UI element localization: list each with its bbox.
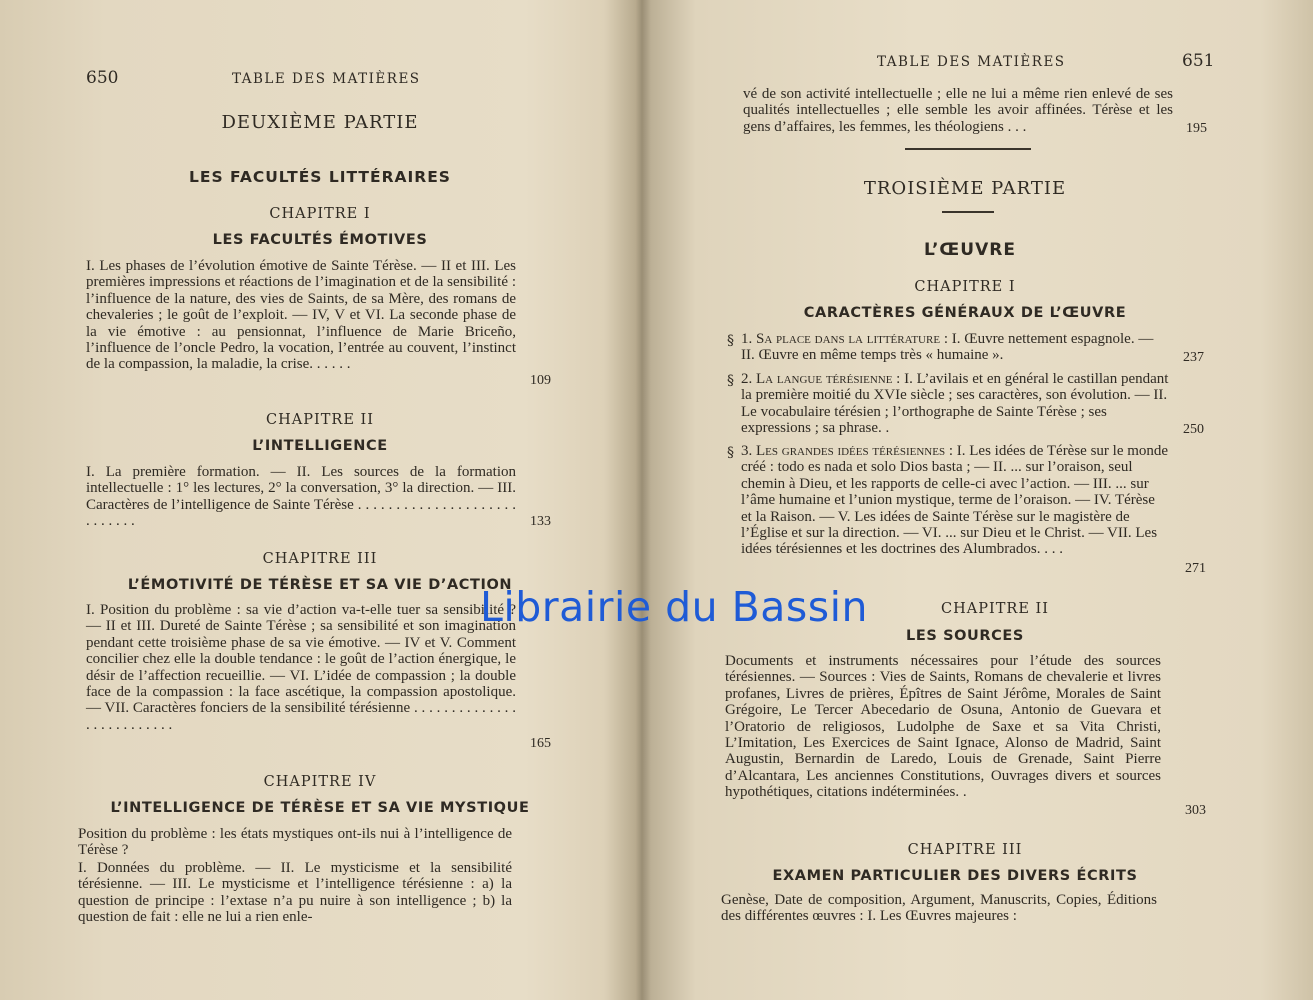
section-text: : I. L’avilais et en général le castillan pendant la première moitié du XVIe siècle ; ses caractères, son évolution. — II. Le vocabulaire térésien ; l’orthographe de Sainte Térèse ; ses expressions ; sa phrase. . (741, 371, 1169, 437)
section-heading: 3. Les grandes idées térésiennes (741, 443, 946, 459)
page-ref: 271 (1185, 561, 1206, 576)
chapter-entry: I. Les phases de l’évolution émotive de Sainte Térèse. — II et III. Les premières impressions et réactions de l’imagination et de la sensibilité : l’influence de la nature, des vies de Saints, de sa Mère, des romans de chevaleries ; le goût de l’exploit. — IV, V et VI. La seconde phase de la vie émotive : au pensionnat, l’influence de Marie Briceño, l’influence de l’oncle Pedro, la vocation, l’entrée au couvent, l’instinct de la compassion, la maladie, la crise. . . . . . (86, 258, 516, 373)
chapter-entry: I. Données du problème. — II. Le mysticisme et la sensibilité térésienne. — III. Le mysticisme et l’intelligence térésienne : a) la question de principe : l’extase n’a pu nuire à son intelligence ; b) la question de fait : elle ne lui a rien enle- (78, 860, 512, 926)
part-title: TROISIÈME PARTIE (863, 178, 1067, 199)
page-ref: 133 (530, 514, 551, 529)
chapter-title: L’INTELLIGENCE (252, 438, 388, 454)
section-mark: § (727, 333, 734, 349)
chapter-title: L’ÉMOTIVITÉ DE TÉRÈSE ET SA VIE D’ACTION (127, 577, 513, 593)
page-ref: 195 (1186, 121, 1207, 136)
chapter-number: CHAPITRE IV (263, 774, 377, 790)
page-number: 651 (1182, 51, 1215, 71)
chapter-number: CHAPITRE III (907, 842, 1023, 858)
chapter-title: CARACTÈRES GÉNÉRAUX DE L’ŒUVRE (803, 305, 1127, 321)
chapter-entry: I. Position du problème : sa vie d’action va-t-elle tuer sa sensibilité ? — II et III. Dureté de Sainte Térèse ; sa sensibilité et son imagination pendant cette troisième phase de sa vie émotive. — IV et V. Comment concilier chez elle la double tendance : le goût de l’action énergique, le désir de l’affection recueillie. — VI. L’idée de compassion ; la double face de la compassion : la face ascétique, la compassion apostolique. — VII. Caractères fonciers de la sensibilité térésienne . . . . . . . . . . . . . . . . . . . . . . . . . . (86, 602, 516, 733)
section-mark: § (727, 373, 734, 389)
section-entry (741, 443, 1169, 558)
part-subtitle: LES FACULTÉS LITTÉRAIRES (189, 168, 451, 186)
part-subtitle: L’ŒUVRE (924, 240, 1016, 260)
chapter-entry: Documents et instruments nécessaires pour l’étude des sources térésiennes. — Sources : Vies de Saints, Romans de chevalerie et livres profanes, Livres de prières, Épîtres de Saint Jérôme, Morales de Saint Grégoire, Le Tercer Abecedario de Osuna, Antonio de Guevara et l’Oratorio de religiosos, Ludolphe de Saxe et sa Vita Christi, L’Imitation, Les Exercices de Saint Ignace, Alonso de Madrid, Saint Augustin, Bernardin de Laredo, Louis de Grenade, Saint Pierre d’Alcantara, Les anciennes Constitutions, Ouvrages divers et sources hypothétiques, citations indéterminées. . (725, 653, 1161, 801)
chapter-number: CHAPITRE II (941, 601, 1049, 617)
section-text: : I. Œuvre nettement espagnole. — II. Œuvre en même temps très « humaine ». (741, 331, 1154, 364)
chapter-title: L’INTELLIGENCE DE TÉRÈSE ET SA VIE MYSTIQUE (110, 800, 530, 816)
chapter-title: LES SOURCES (906, 628, 1024, 644)
chapter-entry: I. La première formation. — II. Les sources de la formation intellectuelle : 1° les lectures, 2° la conversation, 3° la direction. — III. Caractères de l’intelligence de Sainte Térèse . . . . . . . . . . . . . . . . . . . . . . . . . . . . (86, 464, 516, 530)
section-entry (741, 371, 1169, 437)
page-ref: 303 (1185, 803, 1206, 818)
page-ref: 250 (1183, 422, 1204, 437)
chapter-title: LES FACULTÉS ÉMOTIVES (212, 232, 428, 248)
continued-entry: vé de son activité intellectuelle ; elle ne lui a même rien enlevé de ses qualités intellectuelles ; elle semble les avoir affinées. Térèse et les gens d’affaires, les femmes, les théologiens . . . (743, 86, 1173, 135)
chapter-number: CHAPITRE II (266, 412, 374, 428)
chapter-number: CHAPITRE I (914, 279, 1016, 295)
left-page (0, 0, 640, 1000)
right-page (655, 0, 1313, 1000)
section-rule (942, 211, 994, 213)
running-head: TABLE DES MATIÈRES (877, 54, 1066, 70)
chapter-entry: Genèse, Date de composition, Argument, Manuscrits, Copies, Éditions des différentes œuvres : I. Les Œuvres majeures : (721, 892, 1157, 925)
running-head: TABLE DES MATIÈRES (232, 71, 421, 87)
chapter-number: CHAPITRE I (269, 206, 371, 222)
section-entry (741, 331, 1169, 364)
section-rule (905, 148, 1031, 150)
section-mark: § (727, 445, 734, 461)
page-ref: 165 (530, 736, 551, 751)
chapter-intro: Position du problème : les états mystiques ont-ils nui à l’intelligence de Térèse ? (78, 826, 512, 859)
section-text: : I. Les idées de Térèse sur le monde créé : todo es nada et solo Dios basta ; — II. ... sur l’oraison, seul chemin à Dieu, et les rapports de celle-ci avec l’action. — III. ... sur l’âme humaine et l’union mystique, terme de l’oraison. — IV. Térèse et la Raison. — V. Les idées de Sainte Térèse sur le magistère de l’Église et sur la direction. — VI. ... sur Dieu et le Christ. — VII. Les idées térésiennes et les doctrines des Alumbrados. . . . (741, 443, 1169, 558)
page-ref: 109 (530, 373, 551, 388)
page-ref: 237 (1183, 350, 1204, 365)
section-heading: 1. Sa place dans la littérature (741, 331, 941, 347)
part-title: DEUXIÈME PARTIE (221, 112, 419, 133)
watermark-text: Librairie du Bassin (480, 583, 869, 631)
page-number: 650 (86, 68, 119, 88)
chapter-number: CHAPITRE III (262, 551, 378, 567)
section-heading: 2. La langue térésienne (741, 371, 893, 387)
chapter-title: EXAMEN PARTICULIER DES DIVERS ÉCRITS (772, 868, 1138, 884)
